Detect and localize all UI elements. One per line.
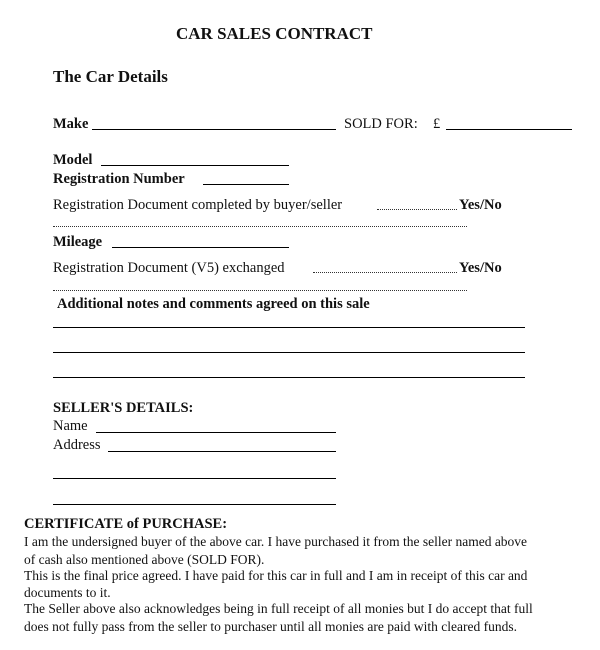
seller-address-field-1[interactable] [108,451,336,452]
car-details-heading: The Car Details [53,67,168,86]
sellers-details-heading: SELLER'S DETAILS: [53,400,194,416]
notes-line-3[interactable] [53,377,525,378]
document-title: CAR SALES CONTRACT [176,24,373,43]
certificate-heading: CERTIFICATE of PURCHASE: [24,516,228,532]
make-field[interactable] [92,129,336,130]
yes-no-option-1[interactable]: Yes/No [459,197,502,213]
additional-notes-heading: Additional notes and comments agreed on this sale [57,296,370,312]
seller-address-field-2[interactable] [53,478,336,479]
reg-doc-v5-dots [313,272,457,273]
registration-number-field[interactable] [203,184,289,185]
yes-no-option-2[interactable]: Yes/No [459,260,502,276]
notes-line-2[interactable] [53,352,525,353]
make-label: Make [53,116,89,132]
reg-doc-v5-label: Registration Document (V5) exchanged [53,260,285,276]
seller-address-field-3[interactable] [53,504,336,505]
certificate-line-2: of cash also mentioned above (SOLD FOR). [24,552,265,567]
certificate-line-4: documents to it. [24,585,111,600]
reg-doc-completed-extra-dots [53,226,467,227]
reg-doc-completed-dots [377,209,457,210]
certificate-line-1: I am the undersigned buyer of the above car. I have purchased it from the seller named above [24,534,528,549]
model-label: Model [53,152,93,168]
seller-name-label: Name [53,418,88,434]
registration-number-label: Registration Number [53,171,185,187]
certificate-line-6: does not fully pass from the seller to purchaser until all monies are paid with cleared funds. [24,619,517,634]
seller-name-field[interactable] [96,432,336,433]
currency-symbol: £ [433,116,441,132]
certificate-line-5: The Seller above also acknowledges being in full receipt of all monies but I do accept that full [24,601,533,616]
certificate-line-3: This is the final price agreed. I have paid for this car in full and I am in receipt of this car and [24,568,528,583]
sold-for-field[interactable] [446,129,572,130]
mileage-label: Mileage [53,234,103,250]
reg-doc-completed-label: Registration Document completed by buyer/seller [53,197,343,213]
mileage-field[interactable] [112,247,289,248]
seller-address-label: Address [53,437,101,453]
notes-line-1[interactable] [53,327,525,328]
reg-doc-v5-extra-dots [53,290,467,291]
sold-for-label: SOLD FOR: [344,116,418,132]
model-field[interactable] [101,165,289,166]
